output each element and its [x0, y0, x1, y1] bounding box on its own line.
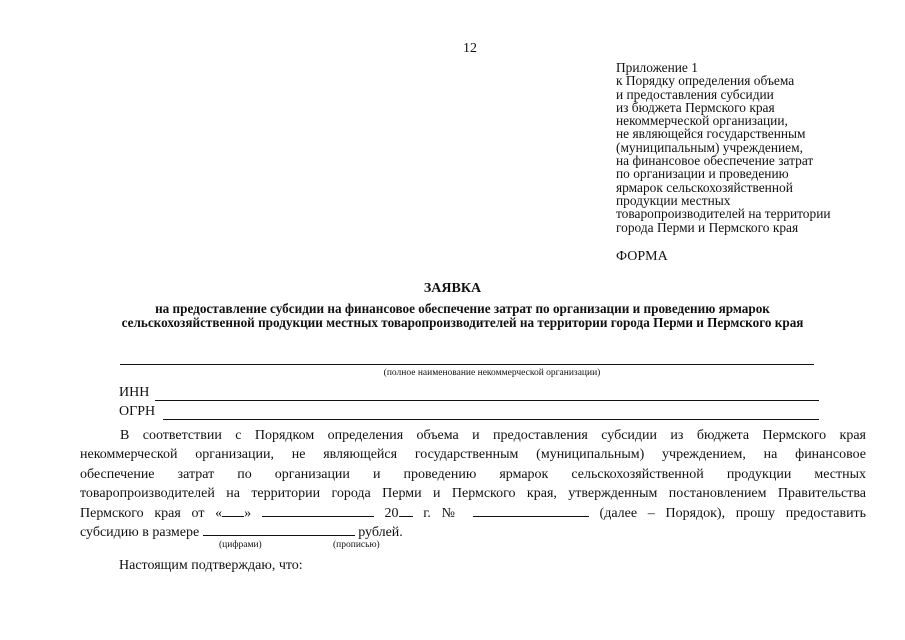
appendix-line: города Перми и Пермского края [616, 219, 799, 235]
paragraph-line-amount [80, 522, 866, 541]
document-title: ЗАЯВКА [423, 281, 482, 296]
paragraph-line: некоммерческой организации, не являющейся государственным (муниципальным) учреждением, на финансовое [80, 447, 866, 463]
appendix-line: (муниципальным) учреждением, [616, 139, 803, 155]
paragraph-line: обеспечение затрат по организации и проведению ярмарок сельскохозяйственной продукции местных [80, 466, 866, 482]
number-blank[interactable] [473, 503, 589, 517]
year-prefix: 20 [384, 506, 399, 522]
number-label: г. № [423, 506, 463, 522]
ogrn-field-line[interactable] [163, 419, 819, 420]
appendix-line: из бюджета Пермского края [616, 99, 775, 115]
form-label: ФОРМА [616, 249, 668, 264]
application-paragraph [80, 426, 866, 542]
document-subtitle [60, 302, 905, 329]
amount-label: субсидию в размере [80, 525, 200, 541]
ogrn-label: ОГРН [119, 404, 156, 419]
paragraph-line: В соответствии с Порядком определения объема и предоставления субсидии из бюджета Пермского края [120, 428, 866, 443]
appendix-line: ярмарок сельскохозяйственной [616, 179, 793, 195]
appendix-line: некоммерческой организации, [616, 113, 788, 129]
paragraph-line-date [80, 503, 866, 522]
date-suffix: (далее – Порядок), прошу предоставить [599, 506, 867, 522]
appendix-line: к Порядку определения объема [616, 73, 795, 89]
paragraph-line: товаропроизводителей на территории города Перми и Пермского края, утвержденным постановлением Правительства [80, 485, 866, 501]
appendix-line: продукции местных [616, 192, 731, 208]
appendix-block [616, 61, 896, 234]
subtitle-line: сельскохозяйственной продукции местных товаропроизводителей на территории города Перми и Пермского края [121, 314, 804, 330]
page-number: 12 [463, 41, 477, 56]
rubles-label: рублей. [358, 525, 403, 541]
caption-words: (прописью) [333, 540, 380, 550]
inn-label: ИНН [119, 385, 150, 400]
appendix-line: не являющейся государственным [616, 126, 806, 142]
date-prefix: Пермского края от « [80, 506, 223, 522]
amount-blank[interactable] [203, 522, 355, 536]
inn-field-line[interactable] [155, 400, 819, 401]
year-blank[interactable] [399, 503, 413, 517]
day-blank[interactable] [222, 503, 244, 517]
appendix-line: на финансовое обеспечение затрат [616, 153, 814, 169]
date-quote-close: » [244, 506, 252, 522]
appendix-line: товаропроизводителей на территории [616, 206, 831, 222]
confirm-text: Настоящим подтверждаю, что: [119, 558, 303, 573]
ogrn-row [119, 404, 819, 422]
inn-row [119, 385, 819, 403]
month-blank[interactable] [262, 503, 374, 517]
appendix-line: по организации и проведению [616, 166, 789, 182]
organization-name-caption: (полное наименование некоммерческой организации) [383, 368, 601, 378]
appendix-line: Приложение 1 [616, 60, 698, 75]
caption-digits: (цифрами) [219, 540, 262, 550]
organization-name-line[interactable] [120, 364, 814, 365]
appendix-line: и предоставления субсидии [616, 86, 774, 102]
subtitle-line: на предоставление субсидии на финансовое обеспечение затрат по организации и проведению ярмарок [155, 301, 770, 316]
